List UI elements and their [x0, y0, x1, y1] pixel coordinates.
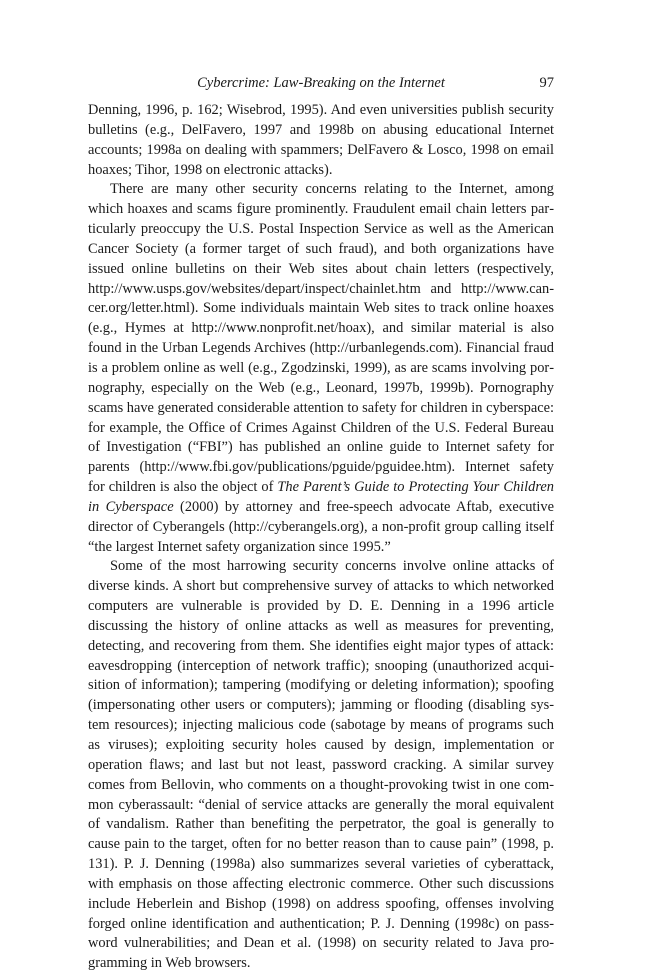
running-title: Cybercrime: Law-Breaking on the Internet	[197, 75, 445, 91]
paragraph-text: There are many other security concerns relating to the Internet, among which hoaxes and scams figure prominently. Fraudulent email chain letters particularly preoccupy the U.S. Postal Inspection Service as well as the American Cancer Society (a former target of such fraud), and both organizations have issued online bulletins on their Web sites about chain letters (respectively, http://www.usps.gov/websites/depart/inspect/chainlet.htm and http://www.cancer.org/letter.html). Some individuals maintain Web sites to track online hoaxes (e.g., Hymes at http://www.nonprofit.net/hoax), and similar material is also found in the Urban Legends Archives (http://urbanlegends.com). Financial fraud is a problem online as well (e.g., Zgodzinski, 1999), as are scams involving pornography, especially on the Web (e.g., Leonard, 1997b, 1999b). Pornography scams have generated considerable attention to safety for children in cyberspace: for example, the Office of Crimes Against Children of the U.S. Federal Bureau of Investigation (“FBI”) has published an online guide to Internet safety for parents (http://www.fbi.gov/publications/pguide/pguidee.htm). Internet safety for children is also the object of	[88, 181, 554, 496]
running-header	[88, 75, 554, 95]
page-number: 97	[539, 75, 554, 91]
body-text	[88, 101, 554, 974]
paragraph-text: (2000) by attorney and free-speech advocate Aftab, executive director of Cyberangels (http://cyberangels.org), a non-profit group calling itself “the largest Internet safety organization since 1995.”	[88, 498, 554, 555]
paragraph	[88, 180, 554, 557]
paragraph	[88, 101, 554, 180]
paragraph	[88, 557, 554, 974]
paragraph-text: Denning, 1996, p. 162; Wisebrod, 1995). And even universities publish security bulletins (e.g., DelFavero, 1997 and 1998b on abusing educational Internet accounts; 1998a on dealing with spammers; DelFavero & Losco, 1998 on email hoaxes; Tihor, 1998 on electronic attacks).	[88, 102, 554, 178]
paragraph-text: Some of the most harrowing security concerns involve online attacks of diverse kinds. A short but comprehensive survey of attacks to which networked computers are vulnerable is provided by D. E. Denning in a 1996 article discussing the history of online attacks as well as measures for preventing, detecting, and recovering from them. She identifies eight major types of attack: eavesdropping (interception of network traffic); snooping (unauthorized acquisition of information); tampering (modifying or deleting information); spoofing (impersonating other users or computers); jamming or flooding (disabling system resources); injecting malicious code (sabotage by means of programs such as viruses); exploiting security holes caused by design, implementation or operation flaws; and last but not least, password cracking. A similar survey comes from Bellovin, who comments on a thought-provoking twist in one common cyberassault: “denial of service attacks are generally the moral equivalent of vandalism. Rather than benefiting the perpetrator, the goal is generally to cause pain to the target, often for no better reason than to cause pain” (1998, p. 131). P. J. Denning (1998a) also summarizes several varieties of cyberattack, with emphasis on those affecting electronic commerce. Other such discussions include Heberlein and Bishop (1998) on address spoofing, offenses involving forged online identification and authentication; P. J. Denning (1998c) on password vulnerabilities; and Dean et al. (1998) on security related to Java programming in Web browsers.	[88, 558, 554, 972]
italic-title-text: The Parent’s Guide to Protecting Your Children in Cyberspace	[88, 479, 554, 515]
